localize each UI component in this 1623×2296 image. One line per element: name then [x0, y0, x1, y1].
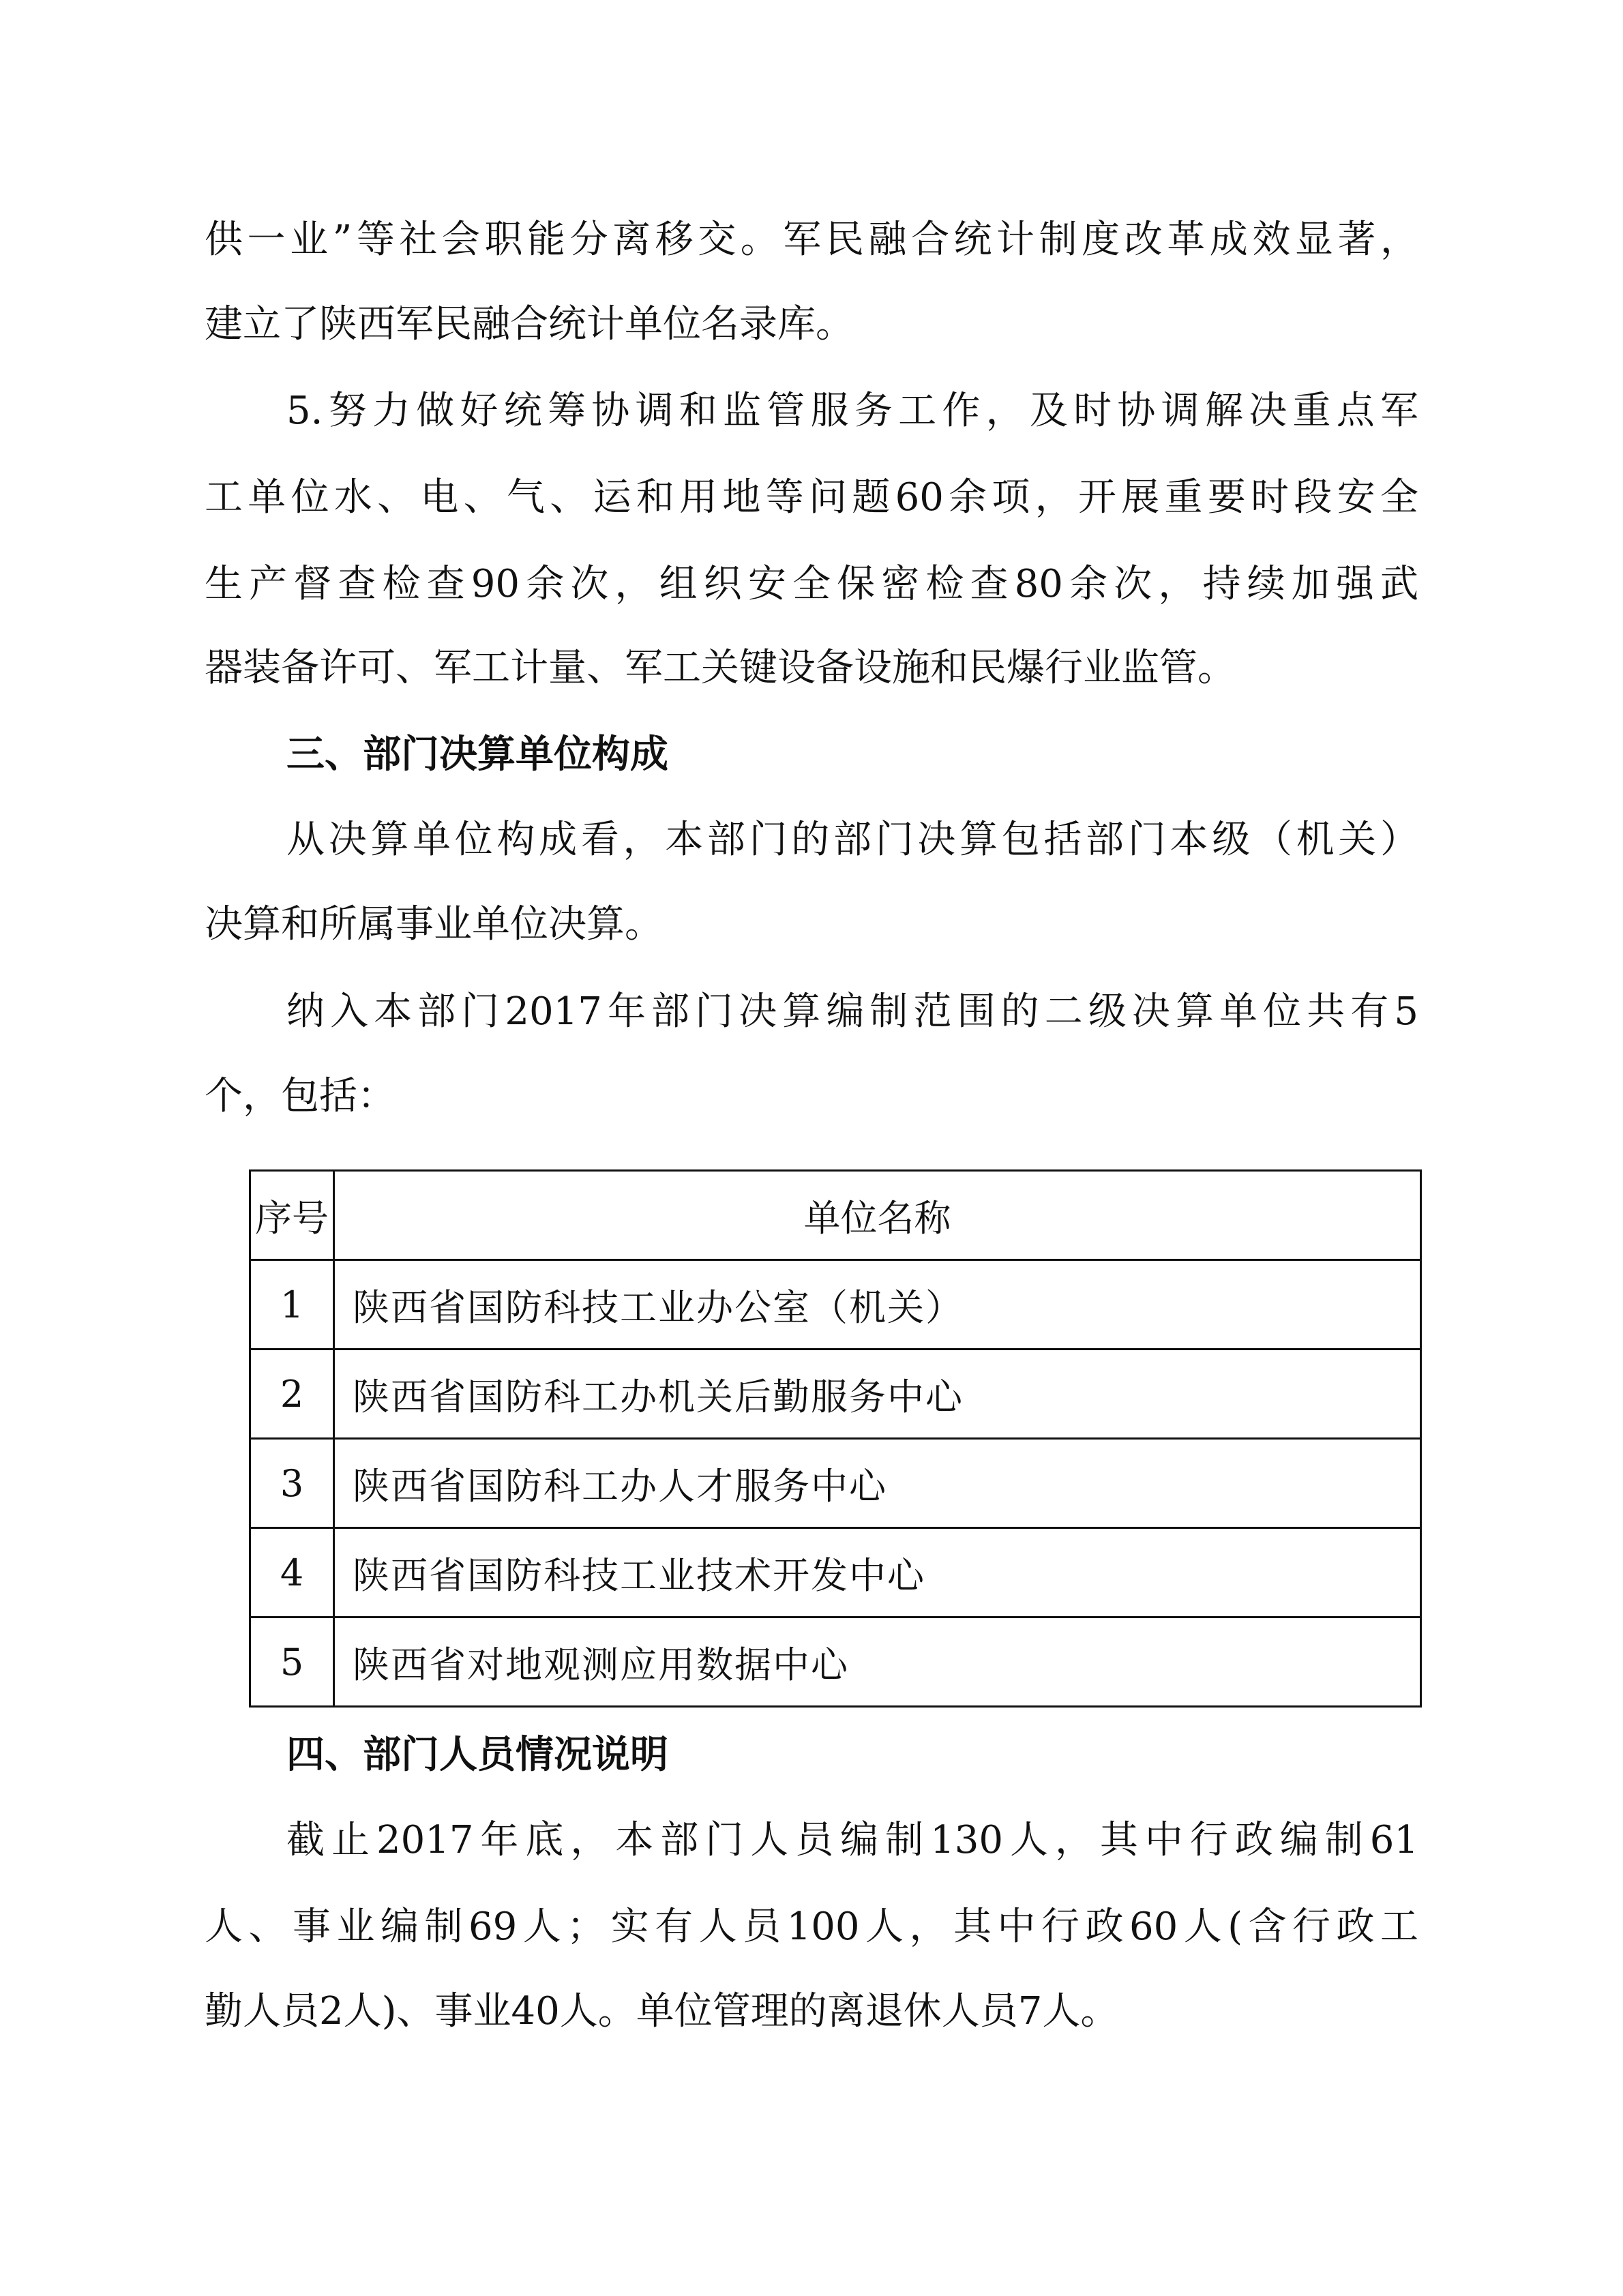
paragraph-line: 生产督查检查90余次，组织安全保密检查80余次，持续加强武 [205, 562, 1418, 606]
table-cell-index: 3 [250, 1439, 334, 1528]
table-header-row [250, 1171, 1421, 1260]
paragraph-line: 建立了陕西军民融合统计单位名录库。 [205, 302, 854, 346]
paragraph-line: 从决算单位构成看，本部门的部门决算包括部门本级（机关） [286, 818, 1418, 862]
paragraph-line: 5.努力做好统筹协调和监管服务工作，及时协调解决重点军 [286, 389, 1418, 433]
section-heading-3: 三、部门决算单位构成 [286, 732, 668, 777]
table-cell-name: 陕西省国防科工办机关后勤服务中心 [334, 1350, 1421, 1439]
table-row [250, 1350, 1421, 1439]
unit-table [249, 1169, 1422, 1708]
table-cell-name: 陕西省国防科技工业技术开发中心 [334, 1528, 1421, 1617]
paragraph-line: 个，包括： [205, 1074, 396, 1118]
paragraph-line: 人、事业编制69人；实有人员100人，其中行政60人(含行政工 [205, 1905, 1418, 1949]
paragraph-line: 决算和所属事业单位决算。 [205, 902, 663, 946]
table-header-index: 序号 [250, 1171, 334, 1260]
table-cell-index: 4 [250, 1528, 334, 1617]
table-cell-name: 陕西省对地观测应用数据中心 [334, 1617, 1421, 1707]
paragraph-line: 纳入本部门2017年部门决算编制范围的二级决算单位共有5 [286, 989, 1418, 1034]
table-cell-name: 陕西省国防科工办人才服务中心 [334, 1439, 1421, 1528]
table-row [250, 1260, 1421, 1350]
paragraph-line: 供一业”等社会职能分离移交。军民融合统计制度改革成效显著， [205, 218, 1418, 262]
table-cell-index: 5 [250, 1617, 334, 1707]
section-heading-4: 四、部门人员情况说明 [286, 1733, 668, 1777]
table-header-name: 单位名称 [334, 1171, 1421, 1260]
paragraph-line: 截止2017年底，本部门人员编制130人，其中行政编制61 [286, 1818, 1418, 1862]
table-cell-index: 1 [250, 1260, 334, 1350]
table-row [250, 1617, 1421, 1707]
table-row [250, 1439, 1421, 1528]
paragraph-line: 工单位水、电、气、运和用地等问题60余项，开展重要时段安全 [205, 475, 1418, 520]
table-cell-name: 陕西省国防科技工业办公室（机关） [334, 1260, 1421, 1350]
table-row [250, 1528, 1421, 1617]
table-cell-index: 2 [250, 1350, 334, 1439]
paragraph-line: 勤人员2人)、事业40人。单位管理的离退休人员7人。 [205, 1989, 1119, 2033]
paragraph-line: 器装备许可、军工计量、军工关键设备设施和民爆行业监管。 [205, 646, 1236, 690]
